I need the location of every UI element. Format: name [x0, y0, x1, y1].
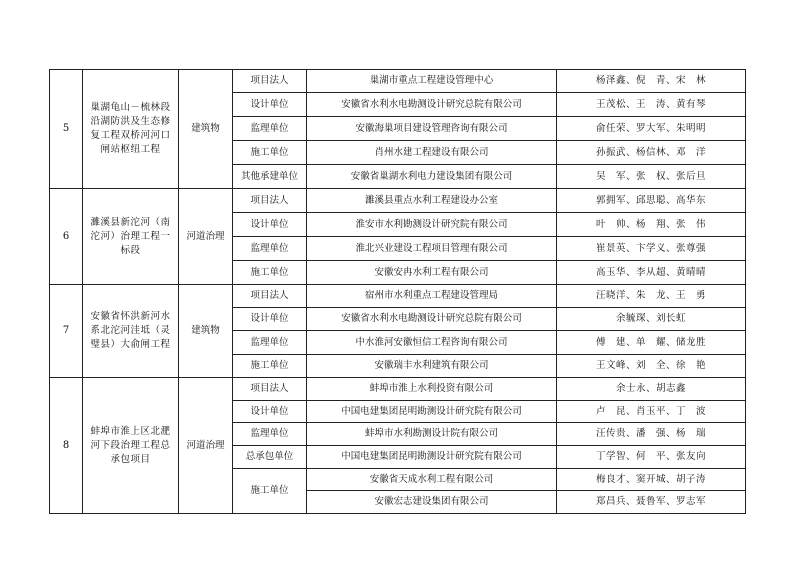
- unit-organization: 安徽省水利水电勘测设计研究总院有限公司: [307, 308, 557, 331]
- project-type: 河道治理: [179, 189, 233, 285]
- unit-personnel: 孙振武、杨信林、邓 洋: [557, 141, 746, 165]
- unit-role: 设计单位: [233, 213, 307, 237]
- row-index: 5: [50, 70, 83, 189]
- unit-organization: 淮安市水利勘测设计研究院有限公司: [307, 213, 557, 237]
- project-type: 建筑物: [179, 70, 233, 189]
- unit-organization: 安徽省天成水利工程有限公司: [307, 469, 557, 491]
- table-row: [50, 70, 746, 93]
- unit-role: 项目法人: [233, 189, 307, 213]
- unit-organization: 安徽宏志建设集团有限公司: [307, 491, 557, 514]
- unit-role: 施工单位: [233, 261, 307, 285]
- row-index: 8: [50, 378, 83, 514]
- unit-role: 设计单位: [233, 401, 307, 423]
- unit-personnel: 王文峰、刘 全、徐 艳: [557, 355, 746, 378]
- unit-organization: 肖州水建工程建设有限公司: [307, 141, 557, 165]
- unit-role: 监理单位: [233, 237, 307, 261]
- unit-role: 监理单位: [233, 117, 307, 141]
- unit-role: 其他承建单位: [233, 165, 307, 189]
- table-row: [50, 189, 746, 213]
- unit-organization: 濉溪县重点水利工程建设办公室: [307, 189, 557, 213]
- unit-personnel: 余毓琛、刘长虹: [557, 308, 746, 331]
- project-name: 濉溪县新沱河（南沱河）治理工程一标段: [83, 189, 179, 285]
- unit-organization: 蚌埠市水利勘测设计院有限公司: [307, 423, 557, 446]
- unit-organization: 中国电建集团昆明勘测设计研究院有限公司: [307, 401, 557, 423]
- unit-role: 监理单位: [233, 423, 307, 446]
- project-type: 建筑物: [179, 285, 233, 378]
- unit-role: 监理单位: [233, 331, 307, 355]
- project-unit-table: [49, 69, 746, 514]
- unit-role: 项目法人: [233, 285, 307, 308]
- unit-role: 施工单位: [233, 355, 307, 378]
- unit-personnel: 俞任荣、罗大军、朱明明: [557, 117, 746, 141]
- table-body: [50, 70, 746, 514]
- unit-personnel: 余士永、胡志鑫: [557, 378, 746, 401]
- unit-personnel: 王茂松、王 涛、黄有琴: [557, 93, 746, 117]
- unit-personnel: 汪晓洋、朱 龙、王 勇: [557, 285, 746, 308]
- unit-role: 项目法人: [233, 378, 307, 401]
- unit-role: 设计单位: [233, 308, 307, 331]
- unit-role: 施工单位: [233, 141, 307, 165]
- unit-personnel: 卢 昆、肖玉平、丁 波: [557, 401, 746, 423]
- unit-organization: 安徽省巢湖水利电力建设集团有限公司: [307, 165, 557, 189]
- project-name: 蚌埠市淮上区北淝河下段治理工程总承包项目: [83, 378, 179, 514]
- project-name: 巢湖龟山－梳林段沿湖防洪及生态修复工程双桥河河口闸站枢纽工程: [83, 70, 179, 189]
- unit-personnel: 丁学智、何 平、张友向: [557, 446, 746, 469]
- unit-organization: 中国电建集团昆明勘测设计研究院有限公司: [307, 446, 557, 469]
- unit-personnel: 梅良才、窦开城、胡子涛: [557, 469, 746, 491]
- unit-organization: 巢湖市重点工程建设管理中心: [307, 70, 557, 93]
- unit-organization: 淮北兴业建设工程项目管理有限公司: [307, 237, 557, 261]
- unit-personnel: 汪传贵、潘 强、杨 瑞: [557, 423, 746, 446]
- unit-organization: 安徽省水利水电勘测设计研究总院有限公司: [307, 93, 557, 117]
- table-row: [50, 378, 746, 401]
- unit-organization: 安徽海巢项目建设管理咨询有限公司: [307, 117, 557, 141]
- unit-organization: 中水淮河安徽恒信工程咨询有限公司: [307, 331, 557, 355]
- unit-personnel: 郑昌兵、聂鲁军、罗志军: [557, 491, 746, 514]
- table-row: [50, 285, 746, 308]
- unit-personnel: 傅 建、单 耀、储龙胜: [557, 331, 746, 355]
- unit-personnel: 吴 军、张 权、张后旦: [557, 165, 746, 189]
- unit-personnel: 崔景英、卞学义、张尊强: [557, 237, 746, 261]
- project-name: 安徽省怀洪新河水系北沱河洼坻（灵璧县）大俞闸工程: [83, 285, 179, 378]
- unit-organization: 宿州市水利重点工程建设管理局: [307, 285, 557, 308]
- unit-role: 总承包单位: [233, 446, 307, 469]
- unit-personnel: 杨泽鑫、倪 青、宋 林: [557, 70, 746, 93]
- unit-organization: 蚌埠市淮上水利投资有限公司: [307, 378, 557, 401]
- unit-organization: 安徽瑞丰水利建筑有限公司: [307, 355, 557, 378]
- unit-personnel: 叶 帅、杨 翔、张 伟: [557, 213, 746, 237]
- unit-role: 施工单位: [233, 469, 307, 514]
- unit-personnel: 郭拥军、邱思聪、高华东: [557, 189, 746, 213]
- row-index: 6: [50, 189, 83, 285]
- unit-organization: 安徽安冉水利工程有限公司: [307, 261, 557, 285]
- unit-role: 项目法人: [233, 70, 307, 93]
- unit-personnel: 高玉华、李从超、黄晴晴: [557, 261, 746, 285]
- project-type: 河道治理: [179, 378, 233, 514]
- unit-role: 设计单位: [233, 93, 307, 117]
- row-index: 7: [50, 285, 83, 378]
